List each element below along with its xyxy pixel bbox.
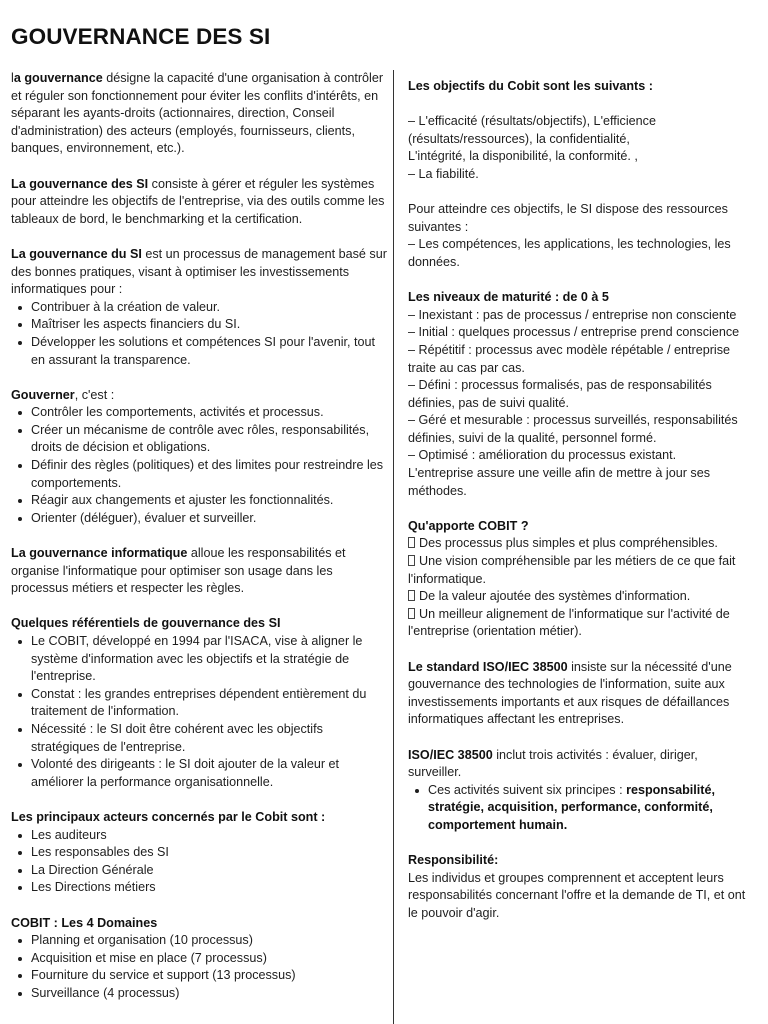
heading-responsabilite: Responsibilité: [408, 853, 499, 868]
heading-maturite: Les niveaux de maturité : de 0 à 5 [408, 290, 609, 305]
apport-item: Des processus plus simples et plus compréhensibles. [408, 535, 754, 553]
objectifs-line: L'intégrité, la disponibilité, la conformité. , [408, 149, 638, 164]
apport-item: Un meilleur alignement de l'informatique sur l'activité de l'entreprise (orientation métier). [408, 606, 730, 639]
maturite-level: – Géré et mesurable : processus surveillés, responsabilités définies, suivi de la qualité, personnel formé. [408, 413, 738, 445]
apport-item: De la valeur ajoutée des systèmes d'information. [408, 588, 754, 606]
paragraph-iso-activites: ISO/IEC 38500 inclut trois activités : évaluer, diriger, surveiller. [408, 747, 698, 780]
ressources-list: – Les compétences, les applications, les technologies, les données. [408, 237, 731, 269]
list-item: Développer les solutions et compétences SI pour l'avenir, tout en assurant la transparence. [11, 334, 387, 369]
list-referentiels [11, 633, 387, 791]
objectifs-line: – La fiabilité. [408, 166, 479, 181]
heading-apports: Qu'apporte COBIT ? [408, 518, 529, 533]
missing-glyph-icon [408, 555, 415, 566]
paragraph-gouverner: Gouverner, c'est : [11, 387, 115, 402]
paragraph-iso-standard: Le standard ISO/IEC 38500 insiste sur la nécessité d'une gouvernance des technologies de l'information, suite aux investissements importants et aux risques de défaillances informatiques affectant les entreprises. [408, 659, 732, 727]
paragraph-gouvernance-du-si: La gouvernance du SI est un processus de management basé sur des bonnes pratiques, visant à optimiser les investissements informatiques pour : [11, 246, 387, 297]
list-item: Les Directions métiers [11, 879, 387, 897]
maturite-level: L'entreprise assure une veille afin de mettre à jour ses méthodes. [408, 466, 711, 498]
missing-glyph-icon [408, 608, 415, 619]
maturite-level: – Défini : processus formalisés, pas de responsabilités définies, pas de suivi qualité. [408, 378, 712, 410]
list-item: Orienter (déléguer), évaluer et surveiller. [11, 510, 387, 528]
list-item: Contribuer à la création de valeur. [11, 299, 387, 317]
list-acteurs [11, 827, 387, 897]
list-item: Les responsables des SI [11, 844, 387, 862]
right-column [408, 78, 754, 923]
maturite-level: – Répétitif : processus avec modèle répétable / entreprise traite au cas par cas. [408, 342, 731, 375]
missing-glyph-icon [408, 590, 415, 601]
paragraph-gouvernance-des-si: La gouvernance des SI consiste à gérer et réguler les systèmes pour atteindre les objectifs de l'entreprise, via des outils comme les tableaux de bord, le benchmarking et la certification. [11, 176, 385, 226]
list-item: Surveillance (4 processus) [11, 985, 387, 1003]
heading-acteurs: Les principaux acteurs concernés par le Cobit sont : [11, 809, 326, 824]
list-item: Fourniture du service et support (13 processus) [11, 967, 387, 985]
column-divider [393, 70, 394, 1024]
list-item: Définir des règles (politiques) et des limites pour restreindre les comportements. [11, 457, 387, 492]
heading-objectifs: Les objectifs du Cobit sont les suivants : [408, 79, 653, 93]
objectifs-line: – L'efficacité (résultats/objectifs), L'efficience (résultats/ressources), la confidentialité, [408, 114, 656, 146]
maturite-level: – Inexistant : pas de processus / entreprise non consciente [408, 307, 737, 322]
left-column [11, 70, 387, 1002]
list-gouvernance-du-si [11, 299, 387, 369]
paragraph-gouvernance-informatique: La gouvernance informatique alloue les responsabilités et organise l'informatique pour optimiser son usage dans les processus métiers et respecter les règles. [11, 546, 346, 596]
list-item: Ces activités suivent six principes : responsabilité, stratégie, acquisition, performance, conformité, comportement humain. [408, 782, 754, 835]
page-title: GOUVERNANCE DES SI [11, 24, 271, 49]
list-item: Acquisition et mise en place (7 processus) [11, 950, 387, 968]
ressources-intro: Pour atteindre ces objectifs, le SI dispose des ressources suivantes : [408, 202, 728, 234]
list-item: Maîtriser les aspects financiers du SI. [11, 316, 387, 334]
paragraph-gouvernance: la gouvernance désigne la capacité d'une organisation à contrôler et réguler son fonctionnement pour éviter les conflits d'intérêts, en séparant les ayants-droits (actionnaires, direction, Conseil d'administration) des acteurs (employés, fournisseurs, clients, banques, environnement, etc.). [11, 71, 384, 156]
list-item: Nécessité : le SI doit être cohérent avec les objectifs stratégiques de l'entreprise. [11, 721, 387, 756]
list-item: Volonté des dirigeants : le SI doit ajouter de la valeur et améliorer la performance organisationnelle. [11, 756, 387, 791]
list-item: Planning et organisation (10 processus) [11, 932, 387, 950]
heading-referentiels: Quelques référentiels de gouvernance des SI [11, 616, 281, 631]
list-item: Créer un mécanisme de contrôle avec rôles, responsabilités, droits de décision et obligations. [11, 422, 387, 457]
maturite-level: – Optimisé : amélioration du processus existant. [408, 448, 677, 463]
list-item: Le COBIT, développé en 1994 par l'ISACA, vise à aligner le système d'information avec les objectifs et la stratégie de l'entreprise. [11, 633, 387, 686]
list-gouverner [11, 404, 387, 527]
list-item: La Direction Générale [11, 862, 387, 880]
maturite-level: – Initial : quelques processus / entreprise prend conscience [408, 325, 740, 340]
list-item: Contrôler les comportements, activités et processus. [11, 404, 387, 422]
list-item: Réagir aux changements et ajuster les fonctionnalités. [11, 492, 387, 510]
apport-item: Une vision compréhensible par les métiers de ce que fait l'informatique. [408, 554, 736, 586]
heading-domaines: COBIT : Les 4 Domaines [11, 915, 158, 930]
list-principes [408, 782, 754, 835]
list-item: Constat : les grandes entreprises dépendent entièrement du traitement de l'information. [11, 686, 387, 721]
missing-glyph-icon [408, 537, 415, 548]
paragraph-responsabilite: Les individus et groupes comprennent et acceptent leurs responsabilités concernant l'offre et la demande de TI, et ont le pouvoir d'agir. [408, 870, 746, 920]
list-item: Les auditeurs [11, 827, 387, 845]
list-domaines [11, 932, 387, 1002]
